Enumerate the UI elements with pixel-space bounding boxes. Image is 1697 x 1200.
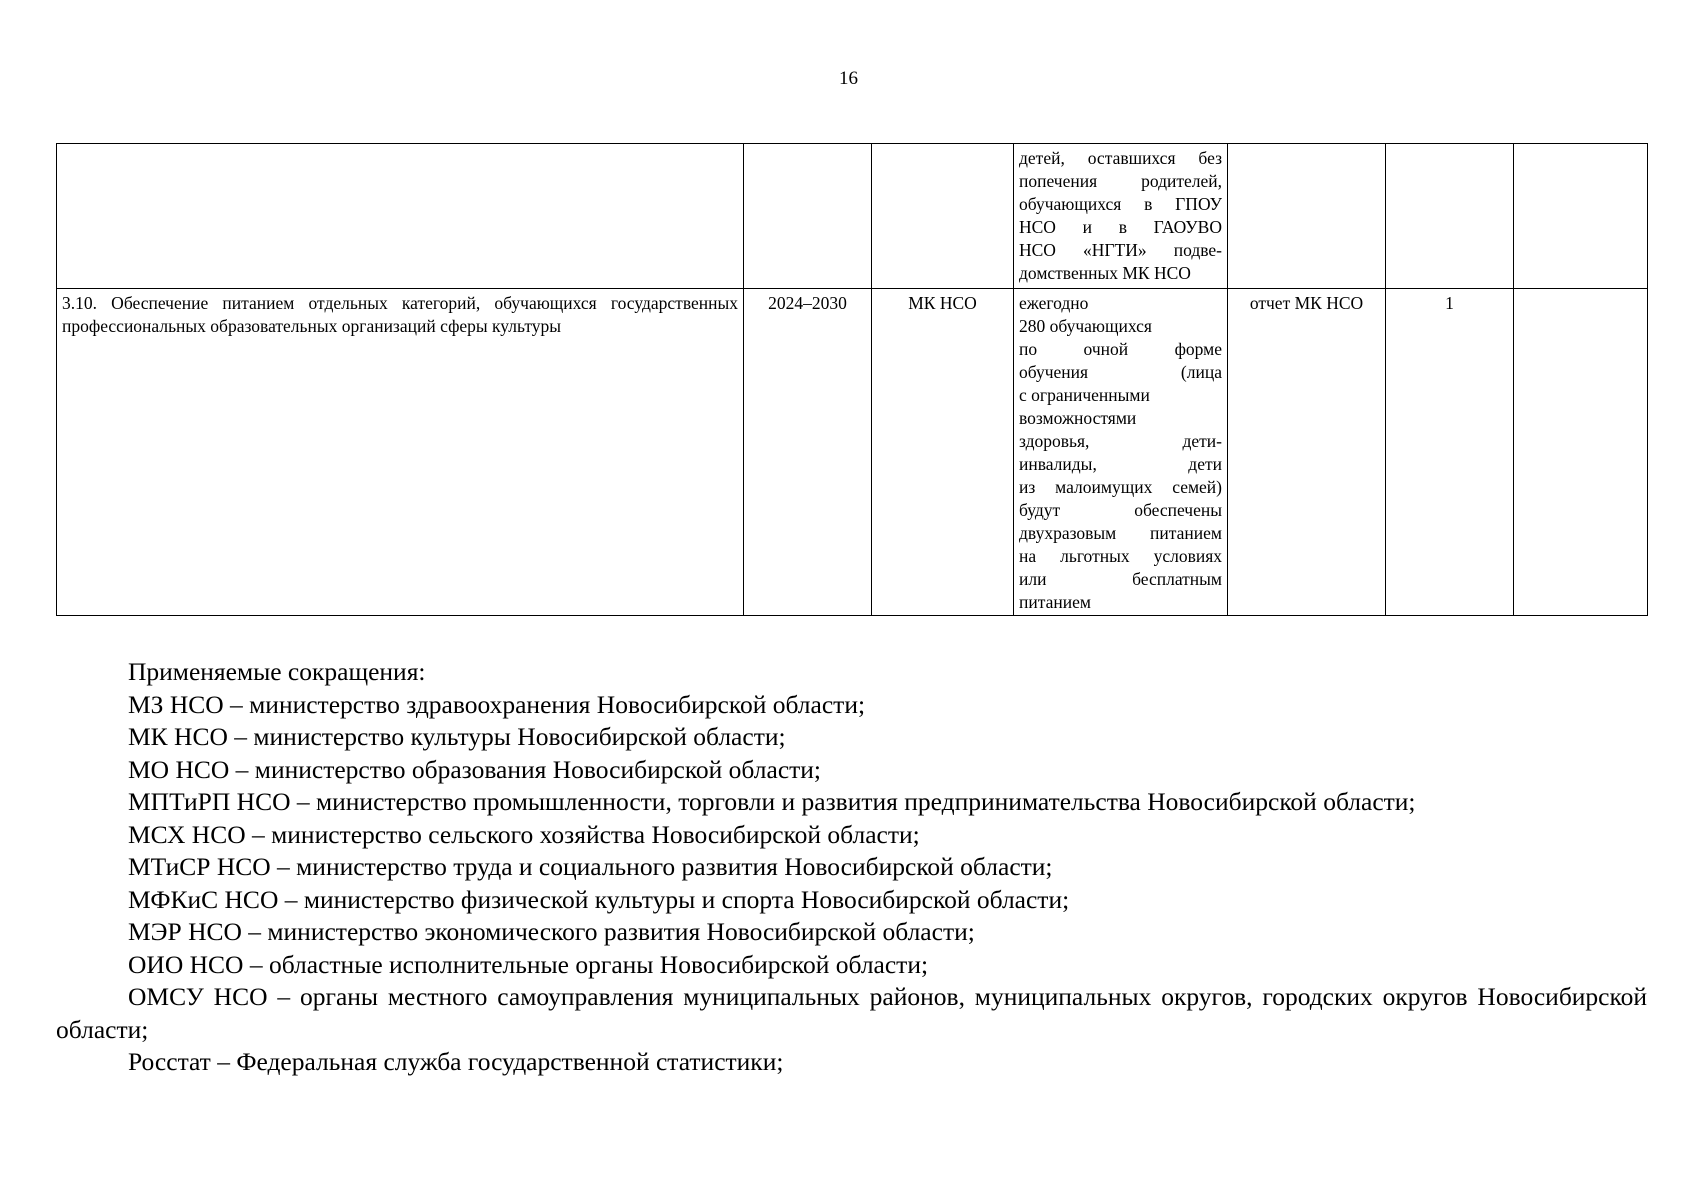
result-line: будут обеспечены bbox=[1019, 500, 1222, 520]
extra-cell bbox=[1514, 289, 1648, 616]
abbreviations-heading: Применяемые сокращения: bbox=[128, 657, 426, 686]
executor-cell bbox=[872, 144, 1014, 289]
abbreviation-item: МФКиС НСО – министерство физической культуры и спорта Новосибирской области; bbox=[128, 884, 1070, 914]
abbreviation-item: ОМСУ НСО – органы местного самоуправления муниципальных районов, муниципальных округов, городских округов Новосибирской области; bbox=[56, 982, 1647, 1044]
result-line: из малоимущих семей) bbox=[1019, 477, 1222, 497]
result-line: НСО и в ГАОУВО bbox=[1019, 217, 1222, 237]
result-line: с ограниченными bbox=[1019, 385, 1150, 405]
abbreviation-item: МК НСО – министерство культуры Новосибирской области; bbox=[128, 722, 786, 751]
result-line: обучающихся в ГПОУ bbox=[1019, 194, 1222, 214]
result-line: двухразовым питанием bbox=[1019, 523, 1222, 543]
abbreviation-item: МТиСР НСО – министерство труда и социального развития Новосибирской области; bbox=[128, 852, 1053, 881]
period-cell: 2024–2030 bbox=[744, 289, 872, 616]
result-line: по очной форме bbox=[1019, 339, 1222, 359]
abbreviation-item: ОИО НСО – областные исполнительные органы Новосибирской области; bbox=[128, 949, 929, 979]
measure-cell bbox=[57, 144, 744, 289]
report-cell: отчет МК НСО bbox=[1228, 289, 1386, 616]
abbreviation-item: МО НСО – министерство образования Новосибирской области; bbox=[128, 754, 822, 784]
abbreviations-section bbox=[56, 656, 1647, 1079]
value-cell: 1 bbox=[1386, 289, 1514, 616]
result-line: ежегодно bbox=[1019, 293, 1089, 313]
measure-cell: 3.10. Обеспечение питанием отдельных категорий, обучающихся государственных профессиональных образовательных организаций сферы культуры bbox=[57, 289, 744, 616]
page-number: 16 bbox=[839, 68, 858, 89]
result-line: или бесплатным bbox=[1019, 569, 1222, 589]
abbreviation-item: МСХ НСО – министерство сельского хозяйства Новосибирской области; bbox=[128, 819, 920, 849]
result-line: попечения родителей, bbox=[1019, 171, 1222, 191]
period-cell bbox=[744, 144, 872, 289]
value-cell bbox=[1386, 144, 1514, 289]
result-line: питанием bbox=[1019, 592, 1091, 612]
report-cell bbox=[1228, 144, 1386, 289]
result-line: здоровья, дети- bbox=[1019, 431, 1222, 451]
table-row bbox=[57, 289, 1648, 616]
result-cell bbox=[1014, 144, 1228, 289]
result-line: НСО «НГТИ» подве- bbox=[1019, 240, 1222, 260]
abbreviation-item: МПТиРП НСО – министерство промышленности, торговли и развития предпринимательства Новосибирской области; bbox=[128, 787, 1416, 816]
abbreviation-item: Росстат – Федеральная служба государственной статистики; bbox=[128, 1047, 784, 1076]
result-cell bbox=[1014, 289, 1228, 616]
result-line: домственных МК НСО bbox=[1019, 263, 1191, 283]
result-line: 280 обучающихся bbox=[1019, 316, 1152, 336]
result-line: возможностями bbox=[1019, 408, 1137, 428]
result-line: на льготных условиях bbox=[1019, 546, 1222, 566]
result-line: обучения (лица bbox=[1019, 362, 1222, 382]
abbreviation-item: МЗ НСО – министерство здравоохранения Новосибирской области; bbox=[128, 689, 866, 719]
result-line: инвалиды, дети bbox=[1019, 454, 1222, 474]
result-line: детей, оставшихся без bbox=[1019, 148, 1222, 168]
measures-table bbox=[56, 143, 1648, 616]
extra-cell bbox=[1514, 144, 1648, 289]
table-row bbox=[57, 144, 1648, 289]
abbreviation-item: МЭР НСО – министерство экономического развития Новосибирской области; bbox=[128, 917, 975, 946]
executor-cell: МК НСО bbox=[872, 289, 1014, 616]
